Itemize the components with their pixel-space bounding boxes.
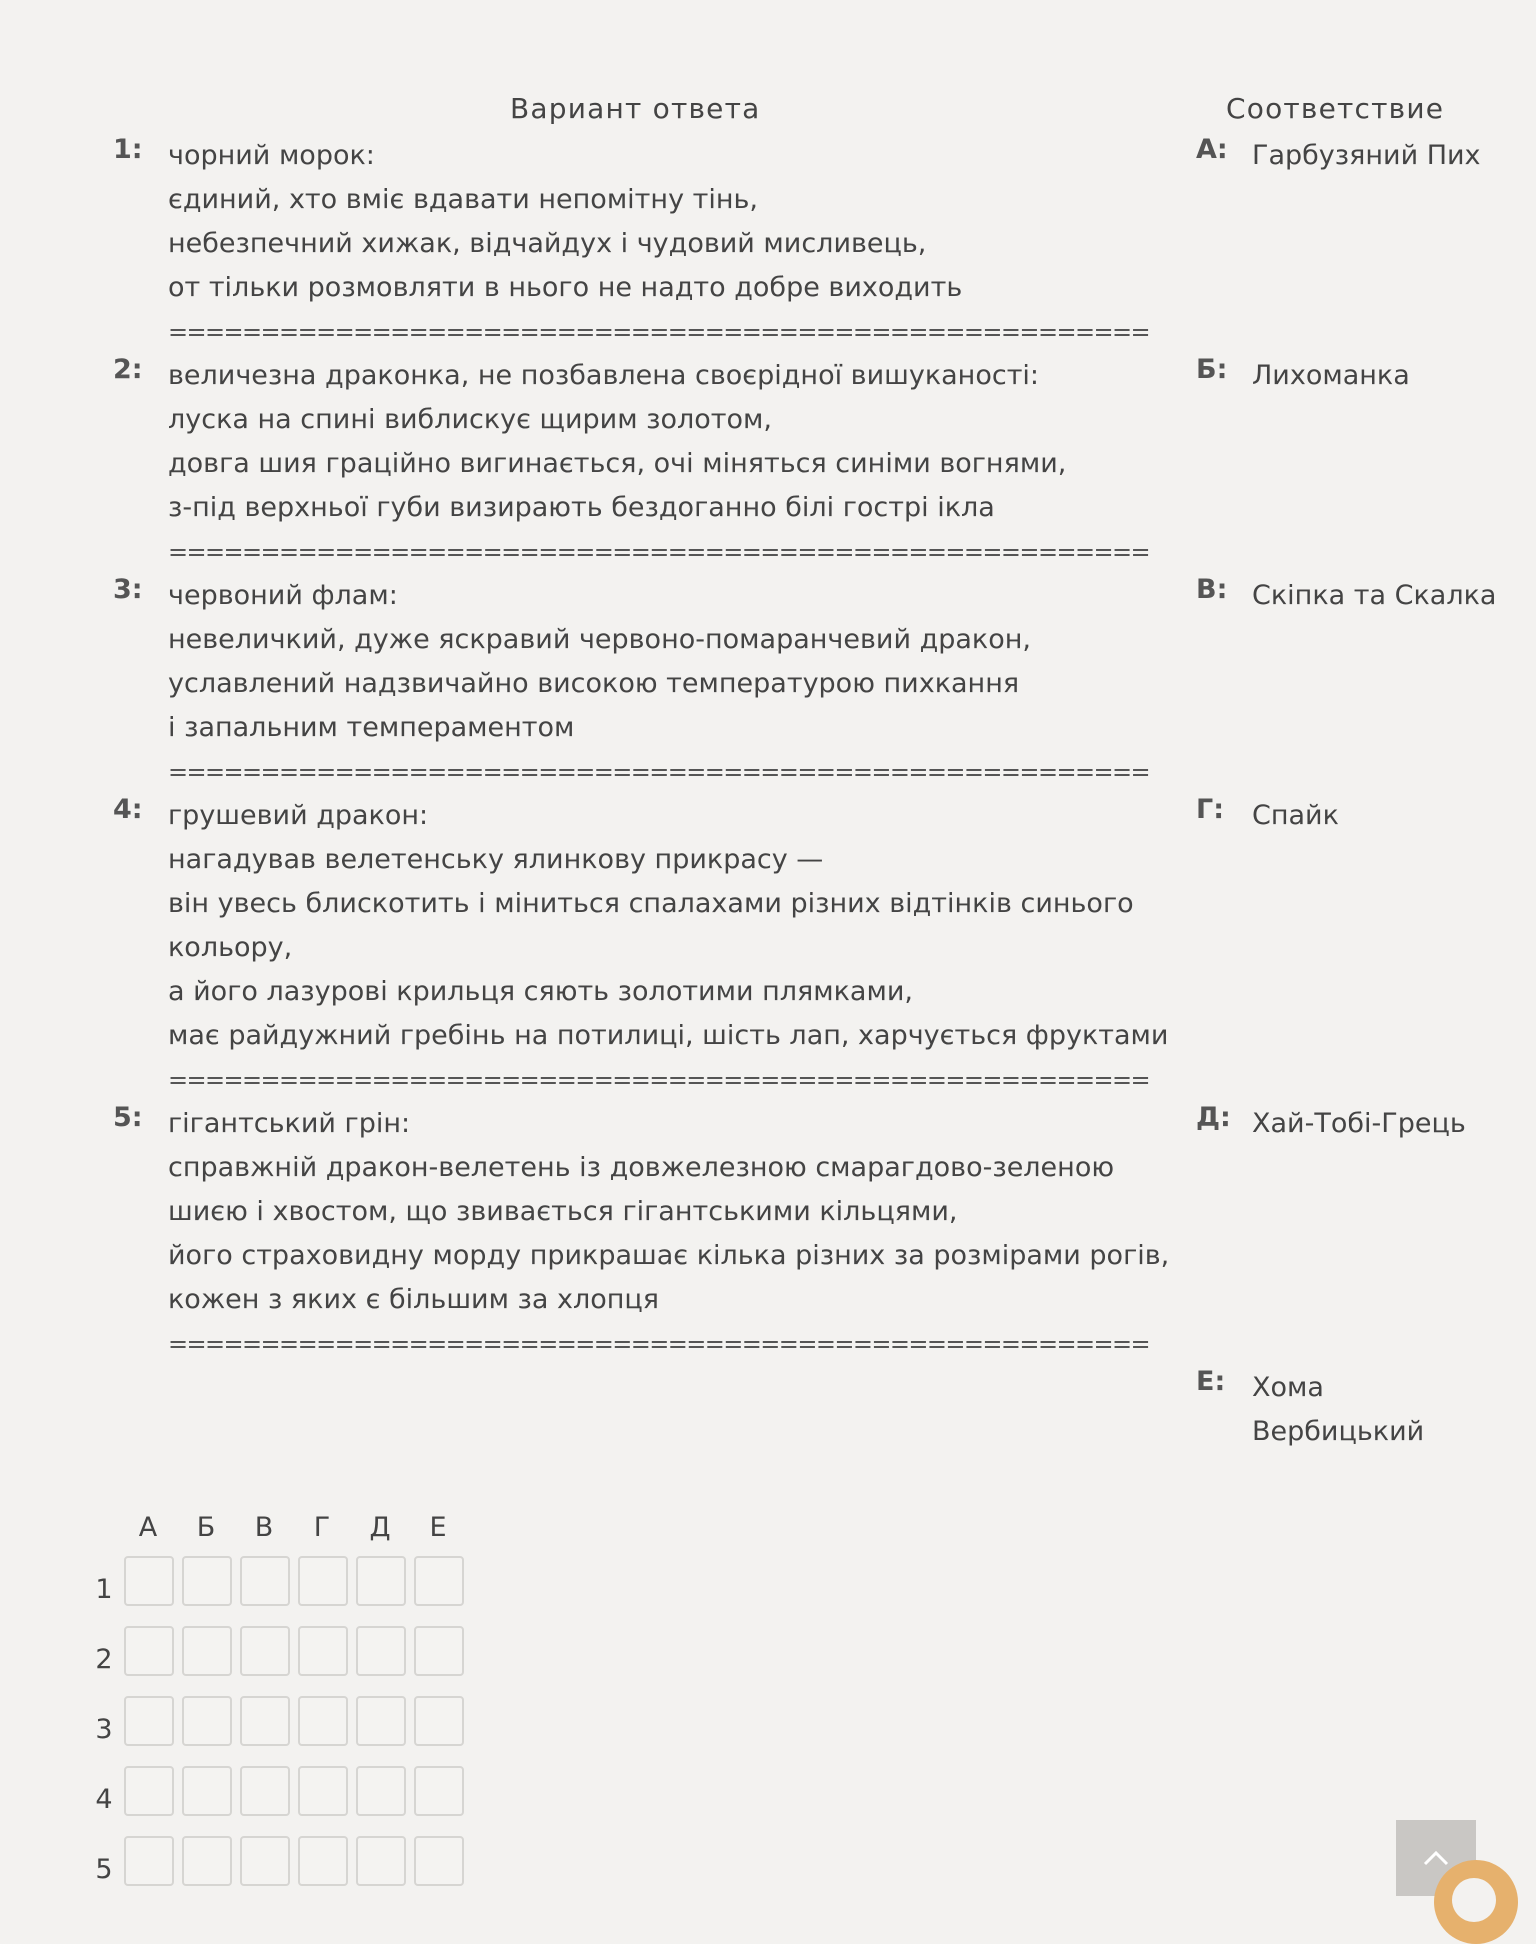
answer-cell[interactable] (414, 1626, 464, 1676)
answer-cell[interactable] (356, 1766, 406, 1816)
question-separator: ===================================================== (168, 538, 1149, 566)
answer-cell[interactable] (182, 1766, 232, 1816)
question-number: 4: (113, 794, 143, 825)
question-line: небезпечний хижак, відчайдух і чудовий мисливець, (168, 228, 927, 259)
grid-row-header: 3 (95, 1714, 113, 1745)
grid-column-header: Б (196, 1512, 216, 1543)
question-text (168, 1102, 1170, 1366)
match-header: Соответствие (1226, 92, 1445, 125)
answer-cell[interactable] (124, 1556, 174, 1606)
question-line: грушевий дракон: (168, 800, 429, 831)
answer-cell[interactable] (182, 1626, 232, 1676)
question-line: гігантський грін: (168, 1108, 411, 1139)
question-line: його страховидну морду прикрашає кілька різних за розмірами рогів, (168, 1240, 1170, 1271)
answer-cell[interactable] (356, 1556, 406, 1606)
question-line: невеличкий, дуже яскравий червоно-помаранчевий дракон, (168, 624, 1031, 655)
answer-cell[interactable] (414, 1556, 464, 1606)
grid-row-header: 2 (95, 1644, 113, 1675)
question-line: нагадував велетенську ялинкову прикрасу — (168, 844, 824, 875)
question-text (168, 794, 1169, 1102)
answer-cell[interactable] (298, 1766, 348, 1816)
answer-cell[interactable] (240, 1626, 290, 1676)
question-separator: ===================================================== (168, 1066, 1149, 1094)
question-text (168, 574, 1148, 794)
question-line: довга шия граційно вигинається, очі міняться синіми вогнями, (168, 448, 1067, 479)
chevron-up-icon (1422, 1849, 1450, 1867)
grid-column-header: Д (369, 1512, 391, 1543)
grid-row-header: 1 (95, 1574, 113, 1605)
answer-cell[interactable] (298, 1836, 348, 1886)
answer-cell[interactable] (356, 1836, 406, 1886)
question-line: шиєю і хвостом, що звивається гігантськими кільцями, (168, 1196, 958, 1227)
answer-cell[interactable] (414, 1696, 464, 1746)
answer-cell[interactable] (356, 1696, 406, 1746)
match-letter: Д: (1196, 1102, 1231, 1133)
answer-cell[interactable] (298, 1696, 348, 1746)
grid-row-header: 4 (95, 1784, 113, 1815)
grid-column-header: В (254, 1512, 274, 1543)
match-text: Лихоманка (1252, 360, 1410, 391)
question-line: а його лазурові крильця сяють золотими плямками, (168, 976, 913, 1007)
question-line: єдиний, хто вміє вдавати непомітну тінь, (168, 184, 759, 215)
match-text: Хай-Тобі-Грець (1252, 1108, 1466, 1139)
question-line: червоний флам: (168, 580, 398, 611)
answer-cell[interactable] (124, 1696, 174, 1746)
question-number: 2: (113, 354, 143, 385)
grid-column-header: Г (313, 1512, 331, 1543)
answer-cell[interactable] (298, 1626, 348, 1676)
question-separator: ===================================================== (168, 1330, 1149, 1358)
question-separator: ===================================================== (168, 758, 1149, 786)
answer-cell[interactable] (240, 1836, 290, 1886)
answer-cell[interactable] (182, 1836, 232, 1886)
match-letter: Е: (1196, 1366, 1226, 1397)
answer-cell[interactable] (356, 1626, 406, 1676)
grid-row-header: 5 (95, 1854, 113, 1885)
chat-widget-inner (1452, 1878, 1496, 1922)
question-line: от тільки розмовляти в нього не надто добре виходить (168, 272, 963, 303)
answer-cell[interactable] (414, 1836, 464, 1886)
answer-cell[interactable] (240, 1696, 290, 1746)
question-number: 3: (113, 574, 143, 605)
question-line: з-під верхньої губи визирають бездоганно білі гострі ікла (168, 492, 995, 523)
answer-cell[interactable] (182, 1556, 232, 1606)
question-line: величезна драконка, не позбавлена своєрідної вишуканості: (168, 360, 1040, 391)
match-text: Гарбузяний Пих (1252, 140, 1481, 171)
match-letter: В: (1196, 574, 1228, 605)
answer-cell[interactable] (240, 1556, 290, 1606)
question-line: він увесь блискотить і міниться спалахами різних відтінків синього (168, 888, 1134, 919)
match-letter: Г: (1196, 794, 1225, 825)
question-line: кольору, (168, 932, 293, 963)
grid-column-header: Е (429, 1512, 447, 1543)
answer-cell[interactable] (124, 1836, 174, 1886)
match-text: Скіпка та Скалка (1252, 580, 1497, 611)
question-number: 5: (113, 1102, 143, 1133)
answer-cell[interactable] (414, 1766, 464, 1816)
question-line: має райдужний гребінь на потилиці, шість лап, харчується фруктами (168, 1020, 1169, 1051)
grid-column-header: А (138, 1512, 158, 1543)
answer-cell[interactable] (124, 1626, 174, 1676)
answer-cell[interactable] (124, 1766, 174, 1816)
question-line: чорний морок: (168, 140, 375, 171)
answer-cell[interactable] (182, 1696, 232, 1746)
question-separator: ===================================================== (168, 318, 1149, 346)
match-letter: Б: (1196, 354, 1228, 385)
answer-cell[interactable] (240, 1766, 290, 1816)
question-line: уславлений надзвичайно високою температурою пихкання (168, 668, 1020, 699)
question-number: 1: (113, 134, 143, 165)
question-line: справжній дракон-велетень із довжелезною смарагдово-зеленою (168, 1152, 1115, 1183)
variant-header: Вариант ответа (510, 92, 761, 125)
match-text: Спайк (1252, 800, 1339, 831)
answer-cell[interactable] (298, 1556, 348, 1606)
question-text (168, 134, 1148, 354)
match-letter: А: (1196, 134, 1228, 165)
question-line: і запальним темпераментом (168, 712, 575, 743)
question-line: луска на спині виблискує щирим золотом, (168, 404, 772, 435)
question-line: кожен з яких є більшим за хлопця (168, 1284, 660, 1315)
match-text: Хома Вербицький (1252, 1372, 1425, 1447)
question-text (168, 354, 1148, 574)
